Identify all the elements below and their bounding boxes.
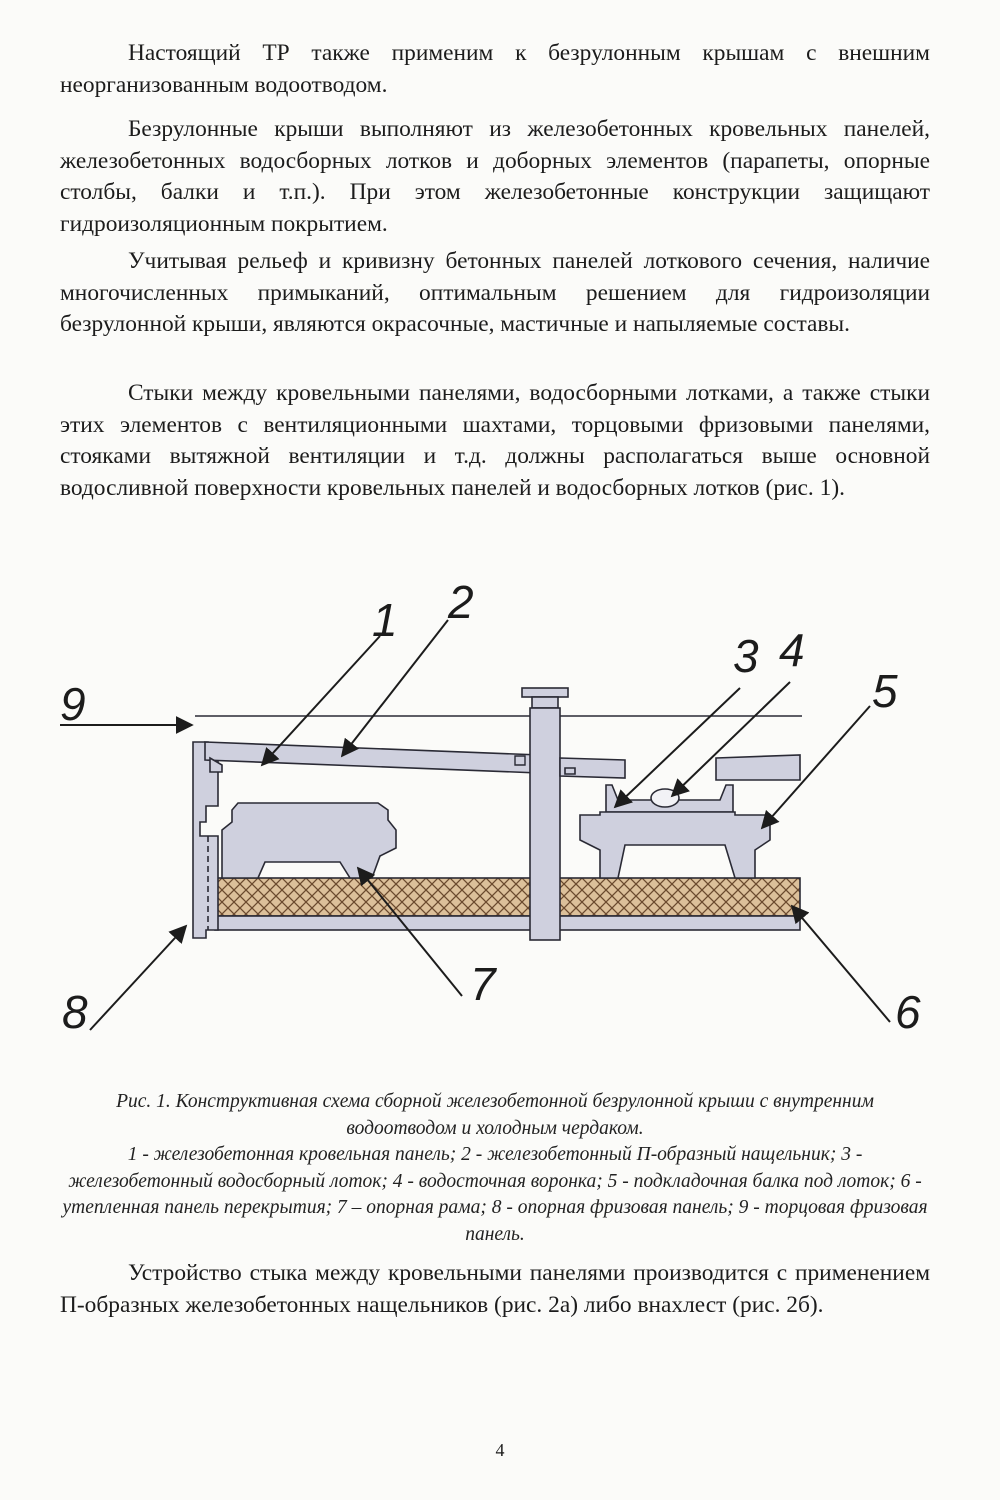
paragraph-5: Устройство стыка между кровельными панелями производится с применением П-образных железобетонных нащельников (рис. 2а) либо внахлест (рис. 2б). (60, 1260, 930, 1318)
drain-funnel (651, 789, 679, 807)
figure-caption (60, 1089, 930, 1248)
paragraph-3: Учитывая рельеф и кривизну бетонных панелей лоткового сечения, наличие многочисленных примыканий, оптимальным решением для гидроизоляции безрулонной крыши, являются окрасочные, мастичные и напыляемые составы. (60, 248, 930, 337)
callout-1: 1 (372, 594, 398, 646)
callout-3: 3 (733, 630, 759, 682)
caption-title: Рис. 1. Конструктивная схема сборной железобетонной безрулонной крыши с внутренним водоотводом и холодным чердаком. (116, 1091, 874, 1139)
paragraph-4: Стыки между кровельными панелями, водосборными лотками, а также стыки этих элементов с вентиляционными шахтами, торцовыми фризовыми панелями, стояками вытяжной вентиляции и т.д. должны располагаться выше основной водосливной поверхности кровельных панелей и водосборных лотков (рис. 1). (60, 380, 930, 501)
callout-7: 7 (470, 958, 496, 1010)
caption-legend: 1 - железобетонная кровельная панель; 2 - железобетонный П-образный нащельник; 3 - железобетонный водосборный лоток; 4 - водосточная воронка; 5 - подкладочная балка под лоток; 6 - утепленная панель перекрытия; 7 – опорная рама; 8 - опорная фризовая панель; 9 - торцовая фризовая панель. (62, 1144, 928, 1245)
callout-5: 5 (872, 665, 898, 717)
roof-section-diagram (0, 560, 1000, 1060)
floor-slab (215, 878, 800, 930)
paragraph-1: Настоящий ТР также применим к безрулонным крышам с внешним неорганизованным водоотводом. (60, 40, 930, 98)
callout-2: 2 (448, 576, 474, 628)
roof-section-figure (0, 560, 1000, 1060)
page-number: 4 (495, 1440, 505, 1460)
callout-9: 9 (60, 678, 86, 730)
callout-8: 8 (62, 986, 88, 1038)
paragraph-2: Безрулонные крыши выполняют из железобетонных кровельных панелей, железобетонных водосборных лотков и доборных элементов (парапеты, опорные столбы, балки и т.п.). При этом железобетонные конструкции защищают гидроизоляционным покрытием. (60, 116, 930, 237)
callout-6: 6 (895, 986, 921, 1038)
support-beam (580, 812, 770, 878)
callout-4: 4 (779, 624, 805, 676)
roof-panel-right (560, 755, 800, 780)
roof-panel (205, 742, 540, 773)
cover-strip (515, 756, 525, 765)
support-frame (222, 803, 396, 878)
